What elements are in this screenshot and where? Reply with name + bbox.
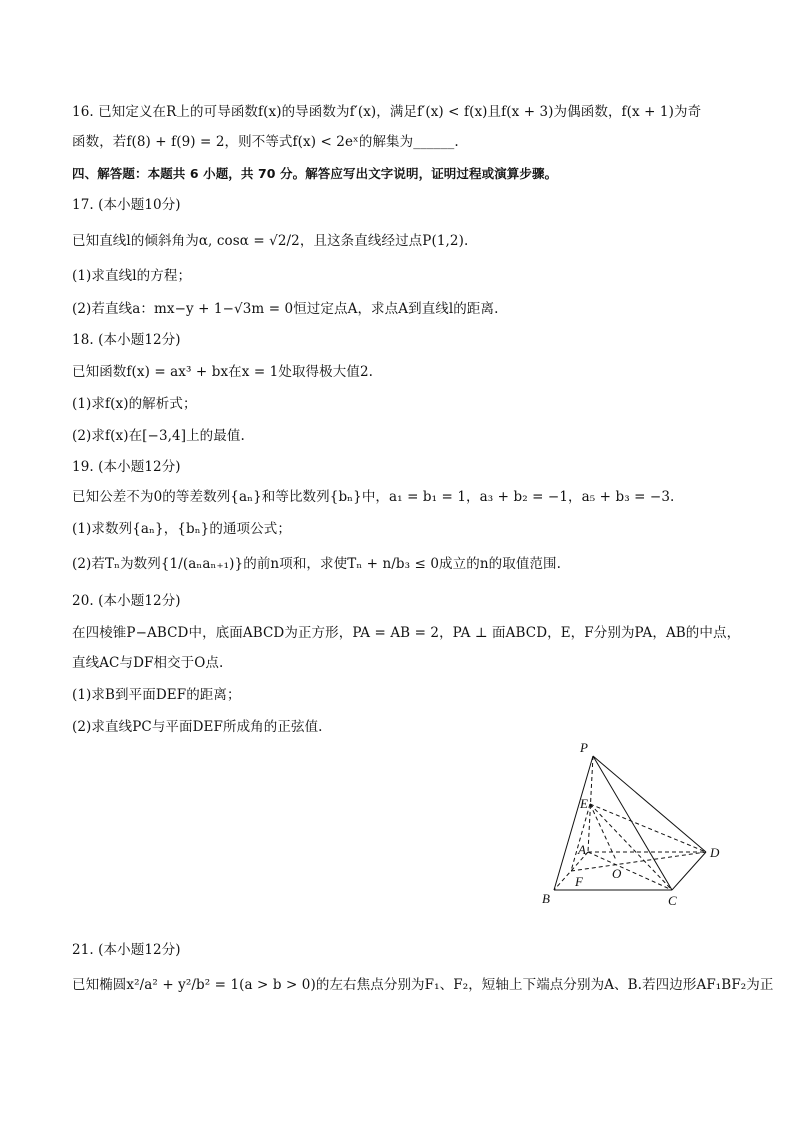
q17-part-1: (1)求直线l的方程； [72,268,192,284]
q20-stem-line-1: 在四棱锥P−ABCD中，底面ABCD为正方形，PA = AB = 2，PA ⊥ 面ABCD，E，F分别为PA，AB的中点， [72,625,741,641]
q20-stem-line-2: 直线AC与DF相交于O点. [72,655,224,671]
q19-part-2: (2)若Tₙ为数列{1/(aₙaₙ₊₁)}的前n项和，求使Tₙ + n/b₃ ≤ 0成立的n的取值范围. [72,556,562,572]
segment-ED [590,804,706,852]
q17-part-2: (2)若直线a：mx−y + 1−√3m = 0恒过定点A，求点A到直线l的距离. [72,301,499,317]
q19-part-1: (1)求数列{aₙ}，{bₙ}的通项公式； [72,521,291,537]
label-D: D [710,845,720,860]
q19-heading: 19. (本小题12分) [72,459,181,475]
q17-stem: 已知直线l的倾斜角为α, cosα = √2/2，且这条直线经过点P(1,2). [72,233,469,249]
label-O: O [612,866,622,881]
pyramid-figure [540,738,730,910]
q19-stem: 已知公差不为0的等差数列{aₙ}和等比数列{bₙ}中，a₁ = b₁ = 1，a₃ + b₂ = −1，a₅ + b₃ = −3. [72,489,675,505]
edge-CD [672,852,706,890]
q21-heading: 21. (本小题12分) [72,942,181,958]
label-A: A [578,842,586,857]
edge-PD [593,756,706,852]
edge-PB [554,756,593,890]
q16-line-1: 16. 已知定义在R上的可导函数f(x)的导函数为f′(x)，满足f′(x) < f(x)且f(x + 3)为偶函数，f(x + 1)为奇 [72,104,702,120]
q18-part-1: (1)求f(x)的解析式； [72,396,197,412]
segment-EF [571,804,590,871]
q20-part-2: (2)求直线PC与平面DEF所成角的正弦值. [72,719,323,735]
pyramid-diagram [540,738,730,910]
label-B: B [542,891,550,906]
q21-stem: 已知椭圆x²/a² + y²/b² = 1(a > b > 0)的左右焦点分别为F₁、F₂，短轴上下端点分别为A、B.若四边形AF₁BF₂为正 [72,977,774,993]
diagonal-AC [588,852,672,890]
q20-part-1: (1)求B到平面DEF的距离； [72,687,241,703]
q18-stem: 已知函数f(x) = ax³ + bx在x = 1处取得极大值2. [72,364,374,380]
edge-PC [593,756,672,890]
label-E: E [580,796,588,811]
q16-line-2: 函数，若f(8) + f(9) = 2，则不等式f(x) < 2eˣ的解集为______. [72,134,459,150]
q17-heading: 17. (本小题10分) [72,197,181,213]
q18-part-2: (2)求f(x)在[−3,4]上的最值. [72,428,245,444]
label-F: F [575,874,583,889]
q20-heading: 20. (本小题12分) [72,593,181,609]
section-4-heading: 四、解答题：本题共 6 小题，共 70 分。解答应写出文字说明，证明过程或演算步骤。 [72,166,558,181]
label-C: C [668,893,677,908]
segment-EC [590,804,672,890]
q18-heading: 18. (本小题12分) [72,332,181,348]
label-P: P [580,740,588,755]
